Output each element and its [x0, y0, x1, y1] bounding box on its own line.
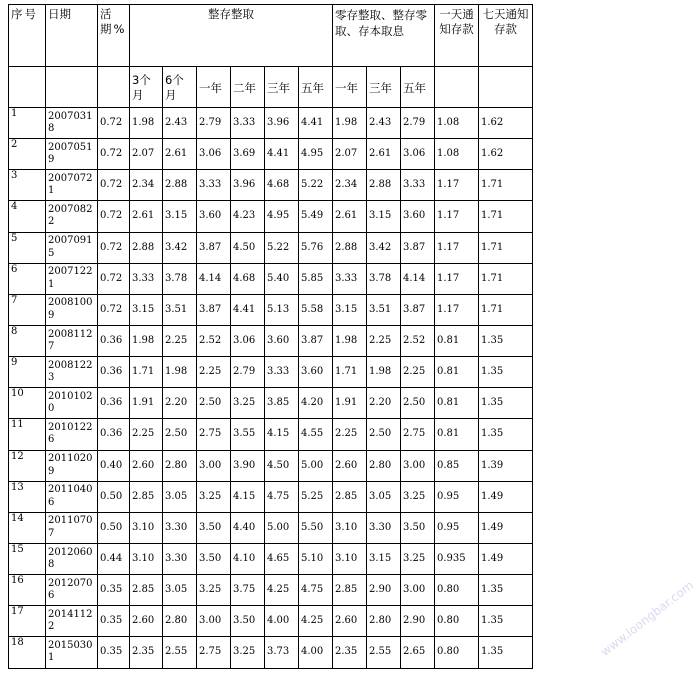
rate-cell: 0.36 — [98, 357, 130, 388]
term-lump-1y: 一年 — [197, 67, 231, 108]
rate-cell: 3.78 — [163, 263, 197, 294]
rate-cell: 2.25 — [197, 357, 231, 388]
table-row — [9, 232, 533, 263]
table-row — [9, 419, 533, 450]
table-row — [9, 325, 533, 356]
rate-cell: 2.61 — [130, 201, 163, 232]
rate-cell: 0.35 — [98, 637, 130, 668]
table-row — [9, 606, 533, 637]
rate-cell: 5.13 — [265, 294, 299, 325]
rate-cell: 0.81 — [435, 419, 479, 450]
rate-cell: 3.15 — [367, 543, 401, 574]
rate-cell: 3.30 — [163, 512, 197, 543]
rate-cell: 3.00 — [401, 575, 435, 606]
rate-cell: 1.35 — [479, 606, 533, 637]
rate-cell: 2.20 — [367, 388, 401, 419]
rate-cell: 2.60 — [333, 450, 367, 481]
rate-cell: 2.80 — [367, 450, 401, 481]
rate-cell: 0.72 — [98, 232, 130, 263]
rate-cell: 3.06 — [197, 139, 231, 170]
rate-cell: 5.00 — [265, 512, 299, 543]
rate-cell: 2.25 — [163, 325, 197, 356]
rate-cell: 1.62 — [479, 139, 533, 170]
rate-cell: 3.75 — [231, 575, 265, 606]
rate-cell: 3.87 — [401, 294, 435, 325]
table-row — [9, 512, 533, 543]
rate-cell: 0.80 — [435, 575, 479, 606]
row-date-cell: 20101226 — [46, 419, 98, 450]
watermark: www.loongbar.com — [598, 578, 696, 660]
rate-cell: 3.06 — [401, 139, 435, 170]
table-row — [9, 170, 533, 201]
rate-cell: 2.43 — [367, 108, 401, 139]
table-row — [9, 575, 533, 606]
row-seq-cell: 14 — [9, 512, 46, 543]
rate-cell: 4.65 — [265, 543, 299, 574]
rate-cell: 3.69 — [231, 139, 265, 170]
rate-cell: 2.07 — [130, 139, 163, 170]
rate-cell: 3.51 — [367, 294, 401, 325]
row-date-cell: 20070318 — [46, 108, 98, 139]
rate-cell: 1.98 — [163, 357, 197, 388]
rate-cell: 1.91 — [130, 388, 163, 419]
header-seq-blank — [9, 67, 46, 108]
rate-cell: 2.50 — [197, 388, 231, 419]
rate-cell: 2.35 — [130, 637, 163, 668]
rate-cell: 2.61 — [333, 201, 367, 232]
rate-cell: 4.15 — [231, 481, 265, 512]
rate-cell: 2.88 — [163, 170, 197, 201]
rate-cell: 3.73 — [265, 637, 299, 668]
row-seq-cell: 11 — [9, 419, 46, 450]
rate-cell: 2.88 — [130, 232, 163, 263]
rate-cell: 3.50 — [231, 606, 265, 637]
rate-cell: 3.60 — [401, 201, 435, 232]
row-seq-cell: 7 — [9, 294, 46, 325]
rate-cell: 3.05 — [163, 575, 197, 606]
rate-cell: 2.50 — [401, 388, 435, 419]
rate-cell: 1.71 — [479, 170, 533, 201]
rate-cell: 2.07 — [333, 139, 367, 170]
rate-cell: 4.68 — [231, 263, 265, 294]
row-date-cell: 20070822 — [46, 201, 98, 232]
row-date-cell: 20070519 — [46, 139, 98, 170]
header-seven-day-blank — [479, 67, 533, 108]
row-seq-cell: 10 — [9, 388, 46, 419]
header-mixed-deposit: 零存整取、整存零取、存本取息 — [333, 5, 435, 67]
rate-cell: 3.33 — [333, 263, 367, 294]
rate-cell: 3.60 — [265, 325, 299, 356]
rate-cell: 1.71 — [479, 232, 533, 263]
rate-cell: 1.35 — [479, 357, 533, 388]
row-date-cell: 20120706 — [46, 575, 98, 606]
rate-cell: 1.39 — [479, 450, 533, 481]
rate-cell: 2.80 — [163, 606, 197, 637]
rate-cell: 0.44 — [98, 543, 130, 574]
row-date-cell: 20120608 — [46, 543, 98, 574]
rate-cell: 5.40 — [265, 263, 299, 294]
rate-cell: 1.71 — [130, 357, 163, 388]
rate-cell: 4.95 — [265, 201, 299, 232]
rate-cell: 2.52 — [197, 325, 231, 356]
rate-cell: 1.35 — [479, 388, 533, 419]
rate-cell: 5.85 — [299, 263, 333, 294]
rate-cell: 5.49 — [299, 201, 333, 232]
term-header-row — [9, 67, 533, 108]
rate-cell: 3.51 — [163, 294, 197, 325]
row-seq-cell: 1 — [9, 108, 46, 139]
rate-cell: 2.55 — [367, 637, 401, 668]
rate-cell: 3.87 — [401, 232, 435, 263]
rate-cell: 0.80 — [435, 637, 479, 668]
table-row — [9, 263, 533, 294]
header-one-day-blank — [435, 67, 479, 108]
rate-cell: 3.25 — [197, 481, 231, 512]
rate-cell: 2.34 — [130, 170, 163, 201]
rate-cell: 1.98 — [333, 108, 367, 139]
rate-cell: 0.95 — [435, 512, 479, 543]
rate-cell: 4.50 — [265, 450, 299, 481]
rate-cell: 3.00 — [401, 450, 435, 481]
rate-cell: 0.36 — [98, 388, 130, 419]
rate-cell: 1.35 — [479, 575, 533, 606]
row-date-cell: 20081223 — [46, 357, 98, 388]
rate-cell: 3.33 — [231, 108, 265, 139]
rate-cell: 3.05 — [367, 481, 401, 512]
rate-cell: 3.05 — [163, 481, 197, 512]
rate-cell: 1.71 — [479, 263, 533, 294]
term-lump-2y: 二年 — [231, 67, 265, 108]
rate-cell: 2.43 — [163, 108, 197, 139]
rate-cell: 1.17 — [435, 263, 479, 294]
row-seq-cell: 2 — [9, 139, 46, 170]
rate-cell: 0.50 — [98, 512, 130, 543]
rate-cell: 2.79 — [231, 357, 265, 388]
row-date-cell: 20081127 — [46, 325, 98, 356]
rate-cell: 2.85 — [130, 481, 163, 512]
rate-cell: 3.06 — [231, 325, 265, 356]
row-seq-cell: 12 — [9, 450, 46, 481]
row-date-cell: 20081009 — [46, 294, 98, 325]
rate-cell: 1.98 — [130, 325, 163, 356]
rate-cell: 2.25 — [367, 325, 401, 356]
rate-cell: 1.35 — [479, 325, 533, 356]
rate-cell: 1.71 — [479, 294, 533, 325]
row-date-cell: 20101020 — [46, 388, 98, 419]
rate-cell: 2.60 — [333, 606, 367, 637]
header-seven-day-notice: 七天通知存款 — [479, 5, 533, 67]
rate-cell: 0.81 — [435, 388, 479, 419]
rate-cell: 0.72 — [98, 201, 130, 232]
rate-cell: 0.95 — [435, 481, 479, 512]
row-seq-cell: 4 — [9, 201, 46, 232]
rate-cell: 0.935 — [435, 543, 479, 574]
interest-rate-table — [8, 4, 533, 669]
rate-cell: 2.50 — [367, 419, 401, 450]
rate-cell: 5.00 — [299, 450, 333, 481]
row-seq-cell: 18 — [9, 637, 46, 668]
rate-cell: 3.15 — [130, 294, 163, 325]
rate-cell: 5.25 — [299, 481, 333, 512]
rate-cell: 4.41 — [299, 108, 333, 139]
rate-cell: 0.85 — [435, 450, 479, 481]
row-seq-cell: 6 — [9, 263, 46, 294]
rate-cell: 3.15 — [367, 201, 401, 232]
rate-cell: 2.79 — [197, 108, 231, 139]
row-seq-cell: 3 — [9, 170, 46, 201]
rate-cell: 3.42 — [367, 232, 401, 263]
table-row — [9, 201, 533, 232]
rate-cell: 4.10 — [231, 543, 265, 574]
rate-cell: 5.22 — [299, 170, 333, 201]
rate-cell: 4.25 — [299, 606, 333, 637]
rate-cell: 2.25 — [130, 419, 163, 450]
rate-cell: 4.55 — [299, 419, 333, 450]
rate-cell: 3.96 — [265, 108, 299, 139]
rate-cell: 4.40 — [231, 512, 265, 543]
row-date-cell: 20070721 — [46, 170, 98, 201]
rate-cell: 2.35 — [333, 637, 367, 668]
rate-cell: 1.35 — [479, 637, 533, 668]
row-seq-cell: 16 — [9, 575, 46, 606]
rate-cell: 1.98 — [367, 357, 401, 388]
rate-cell: 4.15 — [265, 419, 299, 450]
rate-cell: 2.90 — [401, 606, 435, 637]
rate-cell: 3.33 — [265, 357, 299, 388]
rate-cell: 1.17 — [435, 201, 479, 232]
row-date-cell: 20141122 — [46, 606, 98, 637]
rate-cell: 4.14 — [197, 263, 231, 294]
rate-cell: 2.25 — [401, 357, 435, 388]
rate-cell: 0.72 — [98, 170, 130, 201]
rate-cell: 2.79 — [401, 108, 435, 139]
rate-cell: 2.34 — [333, 170, 367, 201]
row-date-cell: 20110209 — [46, 450, 98, 481]
rate-cell: 1.35 — [479, 419, 533, 450]
row-date-cell: 20110406 — [46, 481, 98, 512]
rate-cell: 2.80 — [367, 606, 401, 637]
rate-cell: 3.60 — [197, 201, 231, 232]
table-row — [9, 543, 533, 574]
rate-cell: 5.50 — [299, 512, 333, 543]
rate-cell: 3.30 — [367, 512, 401, 543]
header-date-blank — [46, 67, 98, 108]
rate-cell: 1.71 — [479, 201, 533, 232]
table-row — [9, 139, 533, 170]
rate-cell: 1.71 — [333, 357, 367, 388]
rate-cell: 3.10 — [130, 512, 163, 543]
rate-cell: 1.08 — [435, 108, 479, 139]
rate-cell: 2.61 — [367, 139, 401, 170]
term-lump-3y: 三年 — [265, 67, 299, 108]
row-date-cell: 20070915 — [46, 232, 98, 263]
rate-cell: 2.60 — [130, 606, 163, 637]
rate-cell: 2.52 — [401, 325, 435, 356]
rate-cell: 0.80 — [435, 606, 479, 637]
rate-cell: 5.22 — [265, 232, 299, 263]
rate-cell: 0.72 — [98, 263, 130, 294]
rate-cell: 3.15 — [163, 201, 197, 232]
rate-cell: 2.85 — [333, 481, 367, 512]
rate-cell: 5.58 — [299, 294, 333, 325]
table-row — [9, 294, 533, 325]
rate-cell: 2.88 — [367, 170, 401, 201]
term-lump-3m: 3个月 — [130, 67, 163, 108]
rate-cell: 1.17 — [435, 232, 479, 263]
rate-cell: 3.33 — [130, 263, 163, 294]
rate-cell: 3.25 — [231, 637, 265, 668]
term-mixed-1y: 一年 — [333, 67, 367, 108]
rate-cell: 2.61 — [163, 139, 197, 170]
rate-cell: 3.60 — [299, 357, 333, 388]
rate-cell: 3.96 — [231, 170, 265, 201]
rate-cell: 3.50 — [197, 543, 231, 574]
rate-cell: 3.50 — [197, 512, 231, 543]
rate-cell: 3.00 — [197, 606, 231, 637]
rate-cell: 2.50 — [163, 419, 197, 450]
rate-cell: 3.00 — [197, 450, 231, 481]
rate-cell: 3.85 — [265, 388, 299, 419]
rate-cell: 0.72 — [98, 294, 130, 325]
rate-cell: 3.10 — [333, 512, 367, 543]
header-one-day-notice: 一天通知存款 — [435, 5, 479, 67]
table-row — [9, 481, 533, 512]
rate-cell: 0.36 — [98, 325, 130, 356]
rate-cell: 4.00 — [299, 637, 333, 668]
rate-cell: 0.40 — [98, 450, 130, 481]
table-row — [9, 450, 533, 481]
rate-cell: 4.23 — [231, 201, 265, 232]
rate-cell: 1.17 — [435, 170, 479, 201]
rate-cell: 2.55 — [163, 637, 197, 668]
rate-cell: 3.87 — [197, 294, 231, 325]
rate-cell: 4.20 — [299, 388, 333, 419]
rate-cell: 2.88 — [333, 232, 367, 263]
rate-cell: 1.98 — [333, 325, 367, 356]
rate-cell: 3.30 — [163, 543, 197, 574]
row-seq-cell: 17 — [9, 606, 46, 637]
rate-cell: 2.75 — [197, 637, 231, 668]
rate-cell: 3.90 — [231, 450, 265, 481]
term-mixed-3y: 三年 — [367, 67, 401, 108]
rate-cell: 3.33 — [401, 170, 435, 201]
rate-cell: 0.50 — [98, 481, 130, 512]
rate-cell: 3.50 — [401, 512, 435, 543]
rate-cell: 4.25 — [265, 575, 299, 606]
rate-cell: 1.91 — [333, 388, 367, 419]
rate-cell: 0.72 — [98, 108, 130, 139]
rate-cell: 3.42 — [163, 232, 197, 263]
rate-cell: 0.81 — [435, 357, 479, 388]
rate-cell: 4.41 — [265, 139, 299, 170]
term-lump-6m: 6个月 — [163, 67, 197, 108]
rate-cell: 0.72 — [98, 139, 130, 170]
rate-cell: 0.35 — [98, 575, 130, 606]
rate-cell: 2.75 — [197, 419, 231, 450]
row-date-cell: 20150301 — [46, 637, 98, 668]
rate-cell: 3.87 — [197, 232, 231, 263]
rate-cell: 3.55 — [231, 419, 265, 450]
row-date-cell: 20071221 — [46, 263, 98, 294]
rate-cell: 1.49 — [479, 543, 533, 574]
rate-cell: 3.25 — [401, 543, 435, 574]
header-lump-sum: 整存整取 — [130, 5, 333, 67]
header-seq: 序号 — [9, 5, 46, 67]
row-seq-cell: 9 — [9, 357, 46, 388]
rate-cell: 3.10 — [130, 543, 163, 574]
rate-cell: 4.41 — [231, 294, 265, 325]
term-mixed-5y: 五年 — [401, 67, 435, 108]
rate-cell: 2.90 — [367, 575, 401, 606]
rate-cell: 0.36 — [98, 419, 130, 450]
rate-cell: 4.95 — [299, 139, 333, 170]
table-row — [9, 637, 533, 668]
rate-cell: 4.75 — [299, 575, 333, 606]
rate-cell: 2.25 — [333, 419, 367, 450]
rate-cell: 4.14 — [401, 263, 435, 294]
rate-cell: 1.98 — [130, 108, 163, 139]
rate-cell: 2.75 — [401, 419, 435, 450]
rate-cell: 4.50 — [231, 232, 265, 263]
rate-cell: 4.68 — [265, 170, 299, 201]
rate-cell: 3.25 — [231, 388, 265, 419]
row-seq-cell: 15 — [9, 543, 46, 574]
table-row — [9, 108, 533, 139]
table-body — [9, 108, 533, 669]
rate-cell: 3.25 — [197, 575, 231, 606]
header-date: 日期 — [46, 5, 98, 67]
table-row — [9, 357, 533, 388]
rate-cell: 2.60 — [130, 450, 163, 481]
rate-cell: 4.75 — [265, 481, 299, 512]
rate-cell: 2.85 — [333, 575, 367, 606]
rate-cell: 1.08 — [435, 139, 479, 170]
rate-cell: 1.62 — [479, 108, 533, 139]
rate-cell: 0.81 — [435, 325, 479, 356]
rate-cell: 1.49 — [479, 512, 533, 543]
rate-cell: 2.85 — [130, 575, 163, 606]
row-date-cell: 20110707 — [46, 512, 98, 543]
row-seq-cell: 8 — [9, 325, 46, 356]
row-seq-cell: 13 — [9, 481, 46, 512]
rate-cell: 1.17 — [435, 294, 479, 325]
header-current-rate: 活期% — [98, 5, 130, 67]
rate-cell: 2.65 — [401, 637, 435, 668]
rate-cell: 4.00 — [265, 606, 299, 637]
rate-cell: 2.80 — [163, 450, 197, 481]
row-seq-cell: 5 — [9, 232, 46, 263]
rate-cell: 3.10 — [333, 543, 367, 574]
rate-cell: 1.49 — [479, 481, 533, 512]
rate-cell: 5.76 — [299, 232, 333, 263]
rate-cell: 5.10 — [299, 543, 333, 574]
term-lump-5y: 五年 — [299, 67, 333, 108]
header-current-blank — [98, 67, 130, 108]
rate-cell: 3.15 — [333, 294, 367, 325]
rate-cell: 3.87 — [299, 325, 333, 356]
rate-cell: 3.25 — [401, 481, 435, 512]
rate-cell: 2.20 — [163, 388, 197, 419]
rate-cell: 3.33 — [197, 170, 231, 201]
rate-cell: 3.78 — [367, 263, 401, 294]
rate-cell: 0.35 — [98, 606, 130, 637]
table-row — [9, 388, 533, 419]
